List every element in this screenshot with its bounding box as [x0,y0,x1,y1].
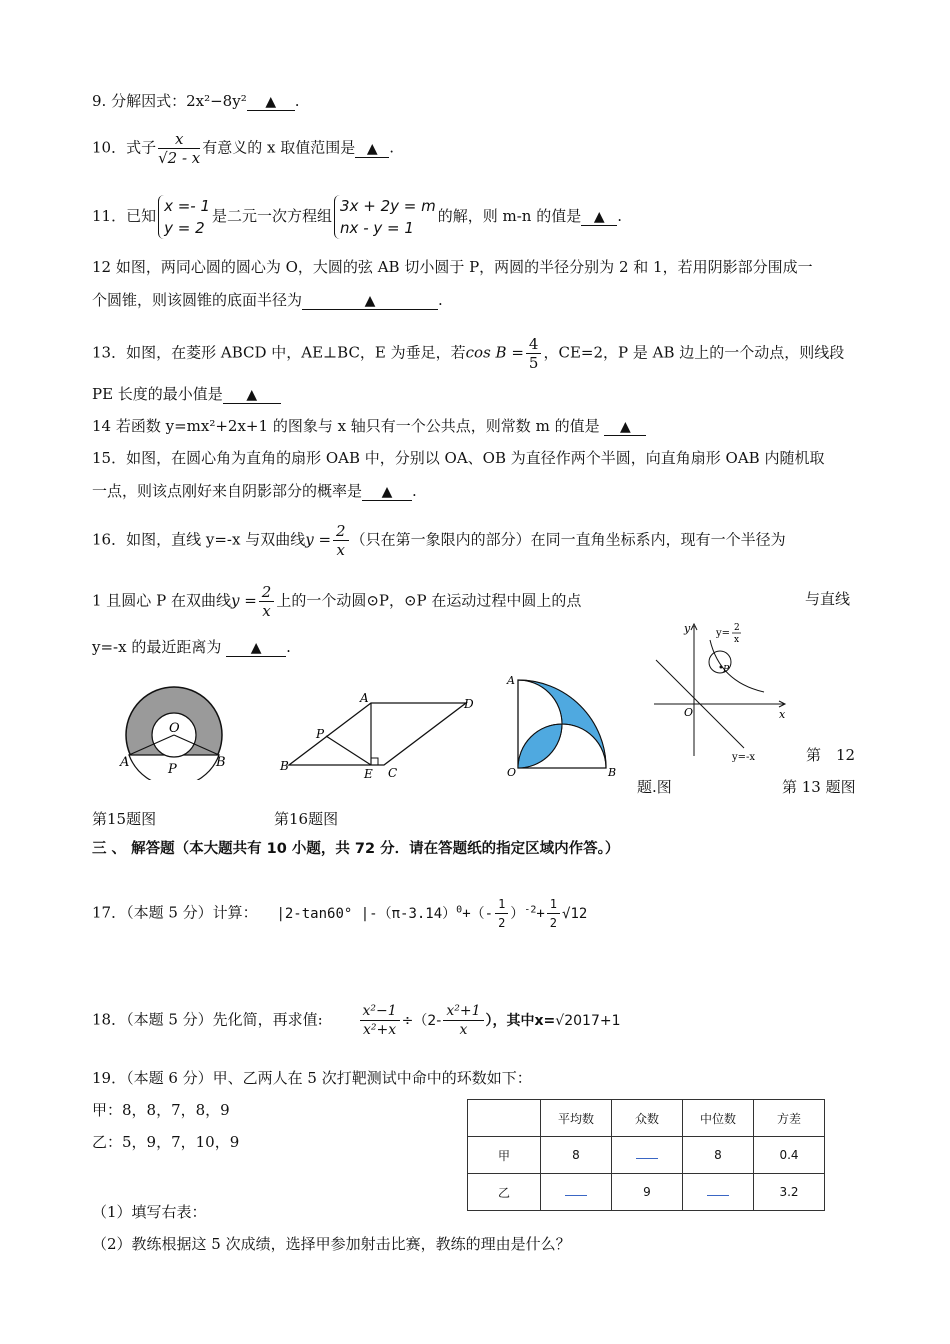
fraction: $\frac{\text{x²−1}}{\text{x²+x}}$ [360,1002,400,1039]
answer-blank: ▲ [223,386,281,404]
line-label: y=-x [732,752,756,763]
question-16-line2: 1 且圆心 P 在双曲线y = $\frac{2}{x}$ 上的一个动圆⊙P，⊙P 在运动过程中圆上的点 [92,583,582,620]
table-row: 乙 9 3.2 [468,1174,825,1211]
question-18: 18．（本题 5 分）先化简，再求值: $\frac{\text{x²−1}}{\text{x²+x}}$ ÷（2- $\frac{\text{x²+1}}{x}$ ），其中x=√2017+1 [92,1003,621,1038]
label-o: O [684,706,694,719]
label-b: B [608,766,617,779]
question-16: 16．如图，直线 y=-x 与双曲线y = $\frac{2}{x}$ （只在第一象限内的部分）在同一直角坐标系内，现有一个半径为 [92,522,786,559]
concentric-circles-figure [112,680,237,780]
label-b: B [216,755,226,770]
answer-blank: ▲ [247,93,295,111]
caption-fig12a: 第 12 [806,746,856,764]
caption-fig15: 第15题图 [92,810,157,828]
label-p: P [168,762,177,777]
q19-sub1: （1）填写右表： [92,1203,207,1221]
table-row: 平均数 众数 中位数 方差 [468,1100,825,1137]
fraction: $\frac{1}{2}$ [547,895,560,932]
label-d: D [464,697,474,711]
yi-scores: 乙：5，9，7，10，9 [92,1133,240,1151]
answer-blank: ▲ [226,639,286,657]
question-9: 9. 分解因式：2x²−8y² ▲ . [92,92,300,110]
question-11: 11．已知 x =- 1 y = 2 是二元一次方程组 3x + 2y = m nx - y = 1 的解，则 m-n 的值是 ▲ . [92,197,622,237]
curve-label-den: x [734,635,740,645]
caption-fig16: 第16题图 [274,810,339,828]
question-16-line3: y=-x 的最近距离为 ▲ . [92,638,291,656]
label-a: A [507,674,515,687]
q19-sub2: （2）教练根据这 5 次成绩，选择甲参加射击比赛，教练的理由是什么？ [92,1235,571,1253]
label-y: y [684,622,691,635]
fraction: $\frac{x}{√2 - x}$ [158,130,201,167]
question-17: 17．（本题 5 分）计算： |2-tan60° $|-(\pi-3.14)^0+(-$ $\frac{1}{2}$ ）$^{-2}$+ $\frac{1}{2}$ √12 [92,897,588,930]
curve-label: y= [716,628,731,639]
equation-system: 3x + 2y = m nx - y = 1 [334,195,436,239]
caption-fig13: 第 13 题图 [782,778,856,796]
section-heading: 三 、 解答题（本大题共有 10 小题，共 72 分．请在答题纸的指定区域内作答。） [92,841,620,857]
q9-text: 分解因式：2x²−8y² [111,92,247,110]
question-13-line2: PE 长度的最小值是 ▲ [92,383,281,405]
sector-figure [500,672,630,784]
q18-expression: $\frac{\text{x²−1}}{\text{x²+x}}$ ÷（2- $\frac{\text{x²+1}}{x}$ ），其中x=√2017+1 [358,1013,621,1029]
q17-expression: |2-tan60° $|-(\pi-3.14)^0+(-$ $\frac{1}{2}$ ）$^{-2}$+ $\frac{1}{2}$ √12 [276,897,588,930]
label-b: B [280,759,289,773]
answer-blank: ▲ [302,292,438,310]
coordinate-graph-figure [648,618,793,763]
question-19: 19．（本题 6 分）甲、乙两人在 5 次打靶测试中命中的环数如下： [92,1069,532,1087]
question-15: 15．如图，在圆心角为直角的扇形 OAB 中，分别以 OA、OB 为直径作两个半圆，向直角扇形 OAB 内随机取 [92,449,825,467]
label-e: E [364,767,373,781]
fraction: $\frac{\text{x²+1}}{x}$ [443,1002,483,1039]
question-12: 12 如图，两同心圆的圆心为 O，大圆的弦 AB 切小圆于 P，两圆的半径分别为 2 和 1，若用阴影部分围成一 [92,258,813,276]
rhombus-figure [276,688,481,783]
question-13: 13．如图，在菱形 ABCD 中，AE⊥BC，E 为垂足，若cos B = $\frac{4}{5}$ ，CE=2，P 是 AB 边上的一个动点，则线段 [92,335,845,372]
answer-blank: ▲ [581,208,617,226]
answer-blank: ▲ [362,483,412,501]
question-10: 10．式子 $\frac{x}{√2 - x}$ 有意义的 x 取值范围是 ▲ . [92,130,395,167]
question-16-line2-end: 与直线 [805,590,851,608]
question-15-line2: 一点，则该点刚好来自阴影部分的概率是 ▲ . [92,482,417,500]
blank-cell[interactable] [612,1137,683,1174]
jia-scores: 甲：8，8，7，8，9 [92,1101,230,1119]
solution-system: x =- 1 y = 2 [158,195,210,239]
fraction: $\frac{2}{x}$ [333,522,349,559]
label-c: C [388,766,398,780]
curve-label-num: 2 [734,623,740,633]
caption-fig12b: 题.图 [637,778,672,796]
blank-cell[interactable] [541,1174,612,1211]
fraction: $\frac{1}{2}$ [495,895,508,932]
label-o: O [169,721,180,736]
fraction: $\frac{2}{x}$ [259,583,275,620]
question-12-line2: 个圆锥，则该圆锥的底面半径为 ▲ . [92,291,443,309]
label-p: P [723,665,730,675]
fraction: $\frac{4}{5}$ [526,335,542,372]
blank-cell[interactable] [683,1174,754,1211]
label-a: A [120,755,130,770]
score-table [467,1099,825,1211]
label-a: A [360,691,369,705]
answer-blank: ▲ [604,418,646,436]
answer-blank: ▲ [355,140,389,158]
table-row: 甲 8 8 0.4 [468,1137,825,1174]
label-p: P [316,727,325,741]
question-14: 14 若函数 y=mx²+2x+1 的图象与 x 轴只有一个公共点，则常数 m 的值是 ▲ [92,415,646,437]
label-o: O [507,766,517,779]
label-x: x [779,708,786,721]
